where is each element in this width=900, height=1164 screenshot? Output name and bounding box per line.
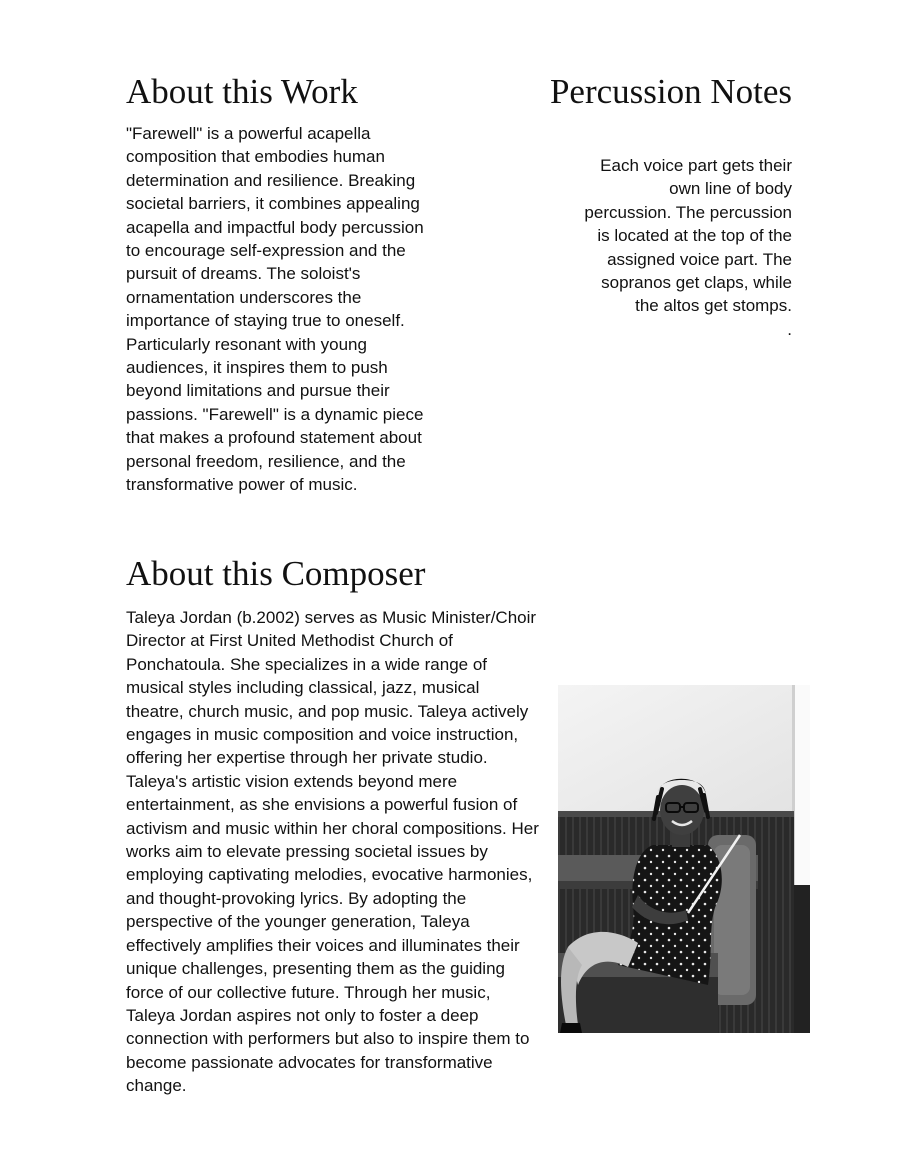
- about-composer-heading: About this Composer: [126, 554, 426, 593]
- percussion-notes-heading: Percussion Notes: [549, 72, 792, 111]
- composer-photo: [558, 685, 810, 1033]
- about-work-heading: About this Work: [126, 72, 358, 111]
- percussion-notes-trailing-mark: .: [787, 319, 792, 339]
- about-work-body: "Farewell" is a powerful acapella composition that embodies human determination and resilience. Breaking societal barriers, it combines appealing acapella and impactful body percussion to encourage self-expression and the pursuit of dreams. The soloist's ornamentation underscores the importance of staying true to oneself. Particularly resonant with young audiences, it inspires them to push beyond limitations and pursue their passions. "Farewell" is a dynamic piece that makes a profound statement about personal freedom, resilience, and the transformative power of music.: [126, 124, 424, 495]
- composer-photo-illustration: [558, 685, 810, 1033]
- percussion-notes-body: Each voice part gets their own line of body percussion. The percussion is located at the top of the assigned voice part. The sopranos get claps, while the altos get stomps.: [584, 156, 792, 316]
- about-composer-body: Taleya Jordan (b.2002) serves as Music Minister/Choir Director at First United Methodist Church of Ponchatoula. She specializes in a wide range of musical styles including classical, jazz, musical theatre, church music, and pop music. Taleya actively engages in music composition and voice instruction, offering her expertise through her private studio. Taleya's artistic vision extends beyond mere entertainment, as she envisions a powerful fusion of activism and music within her choral compositions. Her works aim to elevate pressing societal issues by employing captivating melodies, evocative harmonies, and thought-provoking lyrics. By adopting the perspective of the younger generation, Taleya effectively amplifies their voices and illuminates their unique challenges, presenting them as the guiding force of our collective future. Through her music, Taleya Jordan aspires not only to foster a deep connection with performers but also to inspire them to become passionate advocates for transformative change.: [126, 608, 539, 1096]
- percussion-notes-body-block: [580, 154, 792, 341]
